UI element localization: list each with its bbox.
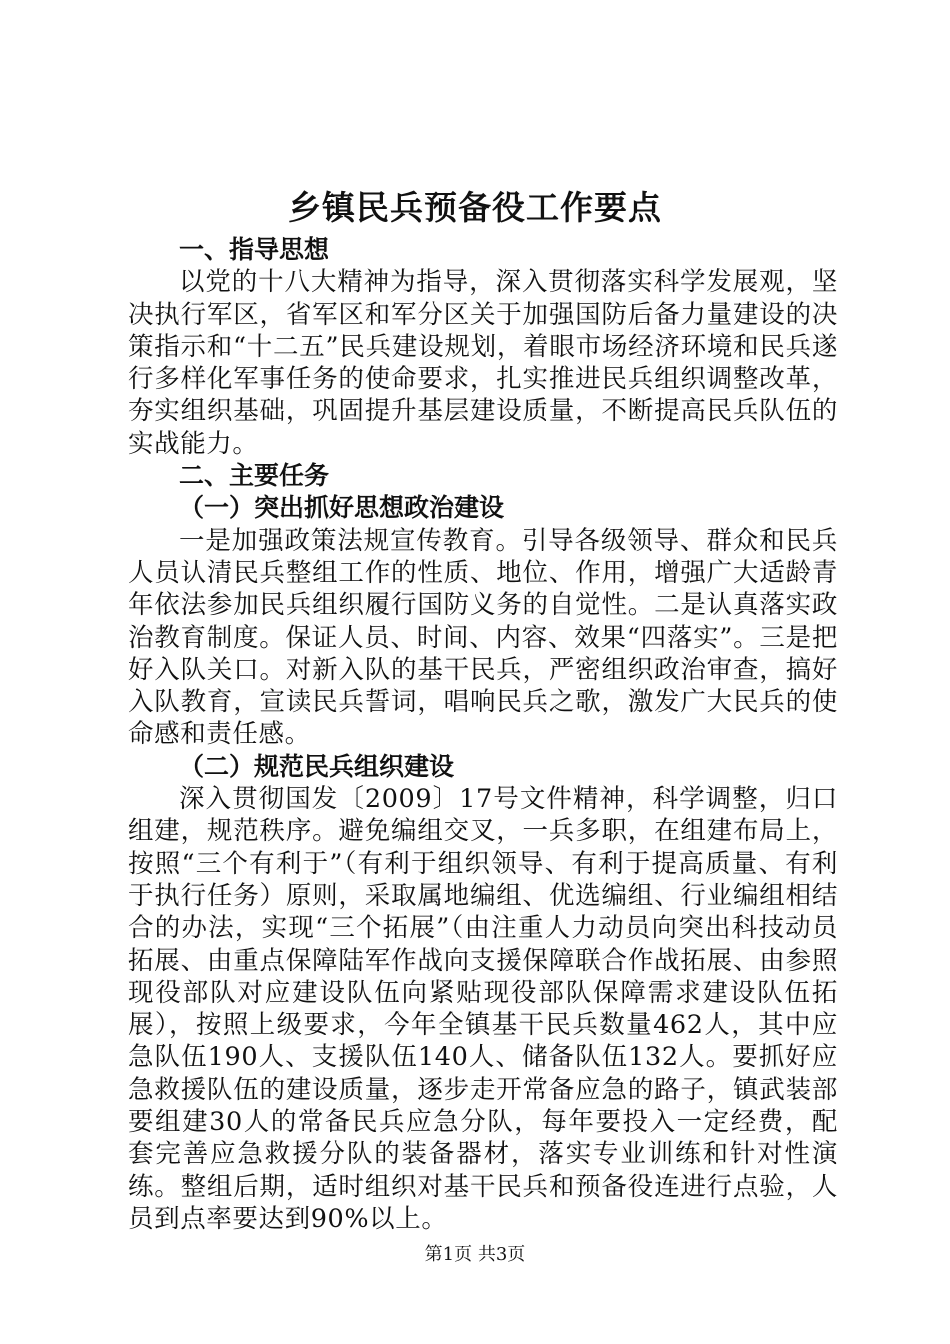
paragraph-organization-building: 深入贯彻国发〔2009〕17号文件精神，科学调整，归口组建，规范秩序。避免编组交叉，一兵多职，在组建布局上，按照“三个有利于”（有利于组织领导、有利于提高质量、有利于执行任务）原则，采取属地编组、优选编组、行业编组相结合的办法，实现“三个拓展”（由注重人力动员向突出科技动员拓展、由重点保障陆军作战向支援保障联合作战拓展、由参照现役部队对应建设队伍向紧贴现役部队保障需求建设队伍拓展），按照上级要求，今年全镇基干民兵数量462人，其中应急队伍190人、支援队伍140人、储备队伍132人。要抓好应急救援队伍的建设质量，逐步走开常备应急的路子，镇武装部要组建30人的常备民兵应急分队，每年要投入一定经费，配套完善应急救援分队的装备器材，落实专业训练和针对性演练。整组后期，适时组织对基干民兵和预备役连进行点验，人员到点率要达到90%以上。 (128, 784, 838, 1234)
section-heading-guiding-ideology: 一、指导思想 (179, 235, 330, 264)
section-heading-main-tasks: 二、主要任务 (179, 461, 330, 491)
document-title: 乡镇民兵预备役工作要点 (288, 188, 662, 227)
paragraph-political-building: 一是加强政策法规宣传教育。引导各级领导、群众和民兵人员认清民兵整组工作的性质、地位、作用，增强广大适龄青年依法参加民兵组织履行国防义务的自觉性。二是认真落实政治教育制度。保证人员、时间、内容、效果“四落实”。三是把好入队关口。对新入队的基干民兵，严密组织政治审查，搞好入队教育，宣读民兵誓词，唱响民兵之歌，激发广大民兵的使命感和责任感。 (128, 525, 838, 750)
subsection-heading-organization-building: （二）规范民兵组织建设 (179, 751, 455, 781)
subsection-heading-political-building: （一）突出抓好思想政治建设 (179, 493, 505, 523)
page-indicator: 第1页 共3页 (424, 1244, 526, 1265)
paragraph-guiding-ideology: 以党的十八大精神为指导，深入贯彻落实科学发展观，坚决执行军区，省军区和军分区关于加强国防后备力量建设的决策指示和“十二五”民兵建设规划，着眼市场经济环境和民兵遂行多样化军事任务的使命要求，扎实推进民兵组织调整改革，夯实组织基础，巩固提升基层建设质量，不断提高民兵队伍的实战能力。 (128, 267, 838, 459)
document-body (128, 234, 838, 1235)
